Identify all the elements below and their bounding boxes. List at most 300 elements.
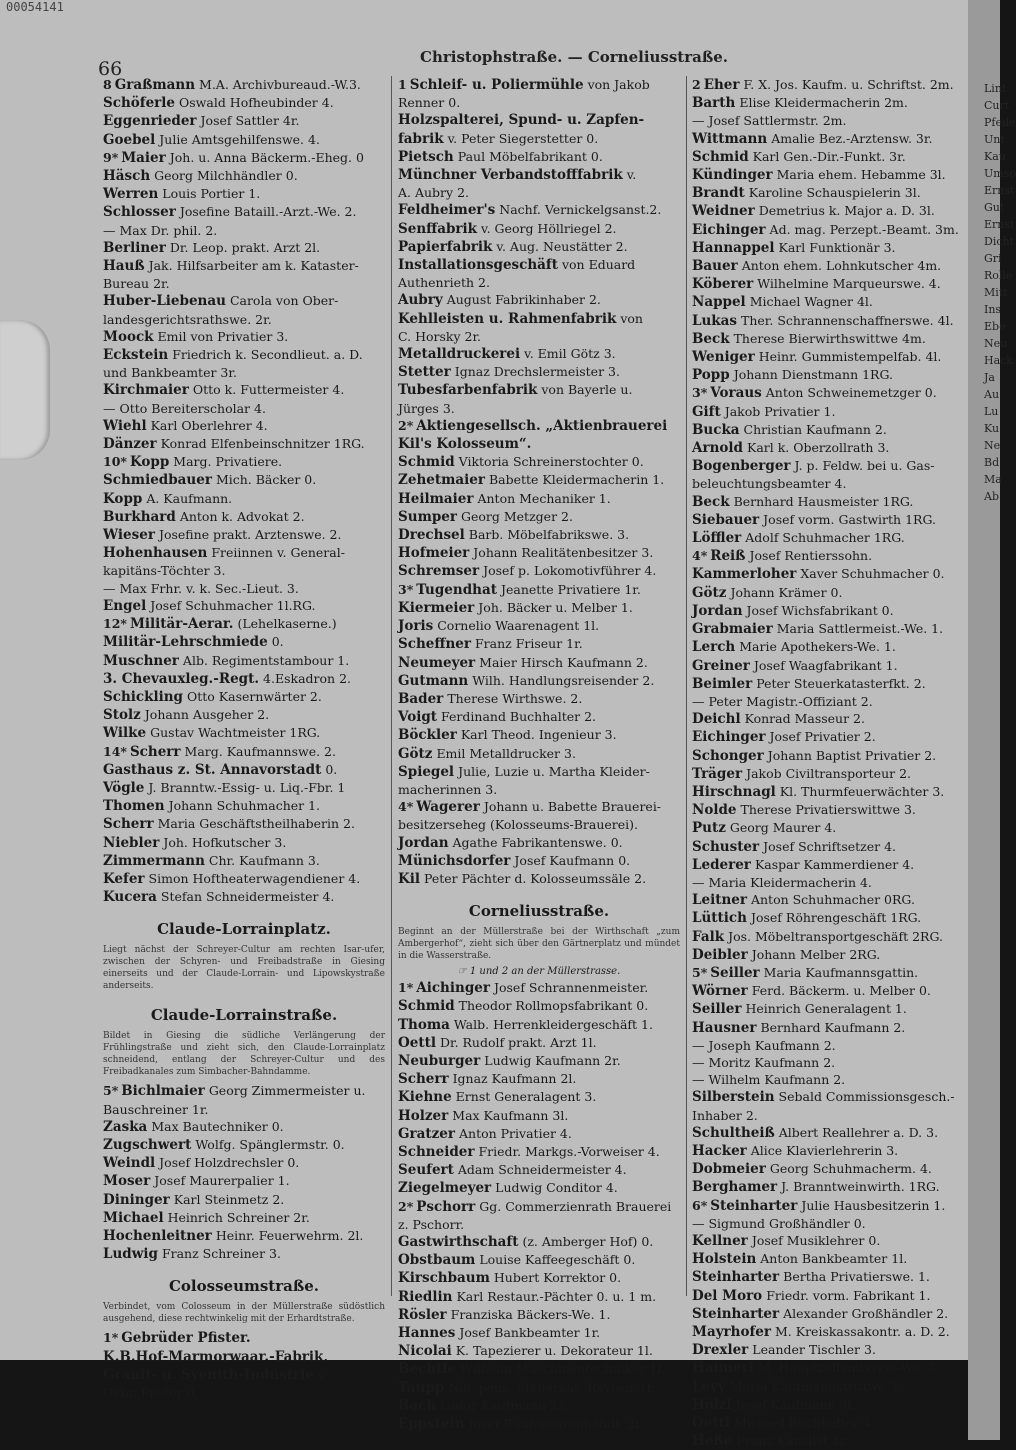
- directory-entry: [398, 526, 680, 544]
- directory-entry: [692, 493, 966, 511]
- resident-name: Schuster: [692, 838, 760, 855]
- resident-details: Anton Bankbeamter 1l.: [760, 1251, 908, 1267]
- directory-entry: [692, 1287, 966, 1305]
- resident-details: von Eduard: [561, 257, 636, 273]
- resident-name: Scheffner: [398, 636, 471, 653]
- directory-entry: [398, 1269, 680, 1287]
- resident-details: — Max Frhr. v. k. Sec.-Lieut. 3.: [103, 580, 299, 596]
- resident-details: Jakob Privatier 1.: [724, 403, 836, 419]
- resident-details: Konrad Masseur 2.: [744, 711, 865, 727]
- directory-entry: [398, 1088, 680, 1106]
- resident-name: Drechsel: [398, 527, 465, 544]
- resident-name: fabrik: [398, 130, 444, 147]
- directory-entry: [692, 76, 966, 94]
- resident-name: Thoma: [398, 1016, 450, 1033]
- adjacent-fragment: Ne: [984, 439, 1001, 452]
- resident-name: Heilmaier: [398, 490, 474, 507]
- directory-entry: [103, 888, 385, 906]
- resident-name: Gasthaus z. St. Annavorstadt: [103, 761, 322, 778]
- resident-name: Ludwig: [103, 1246, 158, 1263]
- resident-details: Josef Rentierssohn.: [749, 548, 873, 564]
- resident-details: Josef Röhrengeschäft 1RG.: [750, 910, 922, 926]
- directory-entry: [398, 201, 680, 219]
- resident-name: Eckstein: [103, 347, 169, 364]
- directory-entry: [103, 652, 385, 670]
- directory-entry: [103, 417, 385, 435]
- resident-name: Deichl: [692, 711, 741, 728]
- adjacent-fragment: Kau: [984, 150, 1006, 163]
- directory-entry: [692, 747, 966, 765]
- resident-details: Georg Schuhmacherm. 4.: [769, 1161, 932, 1177]
- resident-details: Josef Schrannenmeister.: [493, 980, 649, 996]
- directory-entry: [398, 852, 680, 870]
- directory-entry: [692, 457, 966, 475]
- resident-name: K.B.Hof-Marmorwaar.-Fabrik,: [103, 1348, 329, 1365]
- directory-entry: [692, 1359, 966, 1377]
- directory-entry: [692, 710, 966, 728]
- resident-name: Reiß: [710, 548, 746, 565]
- house-number: 1*: [103, 1330, 119, 1346]
- directory-entry: [103, 1172, 385, 1190]
- resident-details: landesgerichtsrathswe. 2r.: [103, 311, 272, 327]
- adjacent-fragment: Rolle: [984, 269, 1013, 282]
- resident-details: z. Pschorr.: [398, 1216, 465, 1232]
- resident-details: Emil Metalldrucker 3.: [436, 745, 576, 761]
- directory-entry: [103, 292, 385, 310]
- directory-entry: [692, 982, 966, 1000]
- resident-details: von: [620, 310, 643, 326]
- directory-entry: [692, 657, 966, 675]
- resident-details: Karl Steinmetz 2.: [173, 1191, 285, 1207]
- resident-details: Friedrich k. Secondlieut. a. D.: [172, 347, 363, 363]
- resident-name: Rösler: [398, 1306, 447, 1323]
- resident-name: Beimler: [692, 675, 753, 692]
- directory-entry: [398, 781, 680, 798]
- resident-details: Gustav Wachtmeister 1RG.: [150, 725, 321, 741]
- resident-name: Schickling: [103, 688, 183, 705]
- resident-name: Michael: [103, 1209, 164, 1226]
- resident-name: Werren: [103, 186, 159, 203]
- resident-name: Kellner: [692, 1233, 748, 1249]
- directory-entry: [398, 1034, 680, 1052]
- adjacent-fragment: Ja: [984, 371, 995, 384]
- resident-details: Therese Bierwirthswittwe 4m.: [733, 330, 926, 346]
- resident-details: Georg Maurer 4.: [729, 820, 837, 836]
- directory-entry: [398, 654, 680, 672]
- resident-details: (Lehelkaserne.): [237, 616, 337, 632]
- resident-details: Wilhelm Maschinentechniker 1l.: [460, 1361, 666, 1377]
- resident-details: Maria Kaufmannsgattin.: [763, 964, 919, 980]
- directory-entry: [398, 111, 680, 129]
- resident-name: Wiehl: [103, 417, 147, 434]
- resident-name: Brandt: [692, 185, 745, 202]
- resident-details: kapitäns-Töchter 3.: [103, 563, 226, 579]
- resident-name: Voraus: [710, 385, 762, 402]
- resident-details: Viktoria Schreinerstochter 0.: [458, 454, 644, 470]
- house-number: 2: [692, 77, 701, 92]
- directory-entry: [692, 475, 966, 492]
- resident-name: Grabmaier: [692, 621, 773, 638]
- resident-name: Scherr: [103, 816, 154, 833]
- resident-name: Holzspalterei, Spund- u. Zapfen-: [398, 112, 645, 129]
- directory-entry: [398, 130, 680, 148]
- resident-details: Josef Bankbeamter 1r.: [459, 1325, 601, 1340]
- resident-name: Schonger: [692, 747, 764, 764]
- resident-name: Schleif- u. Poliermühle: [409, 77, 584, 93]
- resident-name: Neuburger: [398, 1052, 481, 1069]
- resident-details: Ferd. Bäckerm. u. Melber 0.: [751, 983, 931, 999]
- resident-name: Weindl: [103, 1155, 156, 1172]
- resident-details: Josef Sattler 4r.: [200, 113, 300, 129]
- directory-entry: [692, 293, 966, 311]
- adjacent-fragment: Ab: [984, 490, 999, 503]
- resident-name: Steinharter: [692, 1305, 780, 1322]
- directory-entry: [103, 453, 385, 471]
- resident-name: Installationsgeschäft: [398, 257, 558, 274]
- resident-name: Hacker: [692, 1142, 747, 1159]
- resident-details: Ludwig Conditor 4.: [495, 1180, 618, 1196]
- resident-details: Karoline Schauspielerin 3l.: [748, 185, 921, 201]
- directory-entry: [103, 761, 385, 779]
- directory-entry: [398, 381, 680, 399]
- resident-details: Johann Ausgeher 2.: [144, 707, 270, 723]
- resident-name: Kiermeier: [398, 599, 475, 616]
- house-number: 1*: [398, 980, 414, 996]
- resident-details: Heinr. Gummistempelfab. 4l.: [758, 349, 942, 365]
- resident-details: Konrad Elfenbeinschnitzer 1RG.: [160, 436, 365, 452]
- directory-entry: [103, 544, 385, 562]
- directory-entry: [103, 1384, 385, 1401]
- resident-name: Aktiengesellsch. „Aktienbrauerei: [416, 417, 668, 434]
- resident-name: Engel: [103, 597, 147, 614]
- directory-entry: [398, 220, 680, 238]
- resident-details: Theodor Rollmopsfabrikant 0.: [458, 998, 649, 1014]
- resident-name: Münichsdorfer: [398, 852, 511, 869]
- adjacent-page-strip: [968, 0, 1016, 1440]
- directory-entry: [692, 1341, 966, 1359]
- column-divider: [391, 76, 392, 1296]
- resident-name: Neumeyer: [398, 654, 476, 671]
- resident-details: Josef Kaufmann 3l.: [735, 1396, 856, 1412]
- column-left: [103, 76, 385, 1401]
- resident-details: v. Emil Götz 3.: [524, 346, 616, 362]
- resident-details: Albert Reallehrer a. D. 3.: [778, 1124, 939, 1140]
- adjacent-fragment: Bd: [984, 456, 1000, 469]
- resident-name: Huber-Liebenau: [103, 293, 226, 310]
- resident-details: Authenrieth 2.: [398, 275, 490, 291]
- resident-name: Weniger: [692, 349, 755, 366]
- resident-details: Johann Schuhmacher 1.: [168, 798, 321, 814]
- resident-name: Dänzer: [103, 436, 157, 453]
- resident-name: Heße: [692, 1433, 733, 1450]
- resident-details: Ther. Schrannenschaffnerswe. 4l.: [741, 312, 954, 328]
- directory-entry: [398, 1016, 680, 1034]
- resident-details: Stefan Schneidermeister 4.: [160, 889, 335, 905]
- resident-name: Kiehne: [398, 1089, 452, 1106]
- house-number: 5*: [103, 1083, 119, 1099]
- resident-details: Ignaz Kaufmann 2l.: [452, 1071, 577, 1087]
- directory-entry: [103, 346, 385, 364]
- resident-details: Wolfg. Spänglermstr. 0.: [195, 1136, 345, 1152]
- directory-entry: [398, 635, 680, 653]
- resident-name: Bader: [398, 690, 444, 707]
- directory-entry: [103, 239, 385, 257]
- directory-entry: [692, 1396, 966, 1414]
- resident-details: Maria ehem. Hebamme 3l.: [776, 167, 946, 183]
- directory-entry: [103, 597, 385, 615]
- directory-entry: [398, 363, 680, 381]
- directory-entry: [398, 166, 680, 184]
- directory-entry: [398, 1198, 680, 1216]
- directory-entry: [692, 783, 966, 801]
- resident-name: Löffler: [692, 530, 742, 547]
- resident-details: Ernst Generalagent 3.: [455, 1089, 597, 1105]
- directory-entry: [398, 453, 680, 471]
- resident-details: Emil von Privatier 3.: [157, 328, 289, 344]
- resident-name: Nicolai: [398, 1343, 452, 1360]
- directory-entry: [103, 633, 385, 651]
- house-number: 1: [398, 77, 407, 92]
- resident-details: Bertha Privatierswe. 1.: [783, 1269, 930, 1285]
- resident-details: Cornelio Waarenagent 1l.: [437, 618, 600, 634]
- directory-entry: [692, 856, 966, 874]
- directory-entry: [692, 891, 966, 909]
- resident-details: Isidor Kaufmann 2r.: [440, 1397, 567, 1413]
- resident-name: Kirschbaum: [398, 1270, 490, 1287]
- column-right: [692, 76, 966, 1450]
- resident-name: Gebrüder Pfister.: [121, 1330, 251, 1347]
- resident-name: Eher: [703, 77, 740, 93]
- resident-details: Karl Funktionär 3.: [778, 239, 896, 255]
- directory-entry: [103, 706, 385, 724]
- directory-entry: [103, 562, 385, 579]
- adjacent-fragment: Ku: [984, 422, 1000, 435]
- resident-details: 4.Eskadron 2.: [263, 670, 351, 686]
- directory-entry: [692, 1037, 966, 1054]
- directory-entry: [692, 1250, 966, 1268]
- directory-entry: [398, 834, 680, 852]
- resident-details: Leander Tischler 3.: [752, 1342, 876, 1358]
- house-number: 8: [103, 77, 112, 92]
- directory-entry: [398, 599, 680, 617]
- resident-name: Bichlmaier: [121, 1083, 205, 1100]
- resident-details: Anton Privatier 4.: [459, 1125, 572, 1141]
- resident-details: Inhaber 2.: [692, 1107, 758, 1123]
- resident-details: Therese Privatierswittwe 3.: [740, 802, 916, 818]
- resident-name: Silberstein: [692, 1089, 775, 1106]
- directory-entry: [398, 763, 680, 781]
- directory-entry: [692, 1432, 966, 1450]
- resident-details: — Otto Bereiterscholar 4.: [103, 400, 266, 416]
- street-heading: Colosseumstraße.: [168, 1277, 319, 1296]
- directory-entry: [103, 779, 385, 797]
- column-divider: [686, 76, 687, 1296]
- resident-details: Anton ehem. Lohnkutscher 4m.: [741, 258, 942, 274]
- street-heading: Corneliusstraße.: [468, 902, 610, 921]
- resident-details: Josef Schuhmacher 1l.RG.: [150, 597, 316, 613]
- street-heading: Claude-Lorrainplatz.: [157, 920, 331, 939]
- resident-details: Nik. pens. Steuerkat.-Revisor 1r.: [448, 1379, 656, 1395]
- directory-entry: [103, 185, 385, 203]
- house-number: 12*: [103, 616, 127, 632]
- resident-name: Hirschnagl: [692, 783, 776, 800]
- resident-details: Heinrich Schreiner 2r.: [167, 1209, 310, 1225]
- resident-details: Julie, Luzie u. Martha Kleider-: [458, 763, 650, 779]
- directory-entry: [692, 928, 966, 946]
- resident-details: Maier Hirsch Kaufmann 2.: [479, 654, 648, 670]
- resident-details: A. Aubry 2.: [398, 185, 469, 201]
- directory-entry: [692, 384, 966, 402]
- resident-details: macherinnen 3.: [398, 781, 498, 797]
- directory-entry: [103, 1209, 385, 1227]
- resident-details: Walb. Herrenkleidergeschäft 1.: [453, 1016, 653, 1032]
- resident-name: Eichinger: [692, 221, 766, 238]
- resident-name: Holstein: [692, 1251, 757, 1268]
- resident-details: C. Horsky 2r.: [398, 328, 482, 344]
- resident-name: Schmid: [398, 454, 455, 471]
- directory-entry: [103, 94, 385, 112]
- resident-name: Maier: [121, 149, 166, 166]
- resident-name: Kefer: [103, 870, 145, 887]
- resident-details: — Wilhelm Kaufmann 2.: [692, 1072, 846, 1088]
- resident-details: Karl Gen.-Dir.-Funkt. 3r.: [752, 148, 906, 164]
- resident-details: beleuchtungsbeamter 4.: [692, 476, 847, 492]
- directory-entry: [398, 1324, 680, 1342]
- resident-name: Seiller: [692, 1001, 742, 1018]
- directory-entry: [398, 417, 680, 435]
- directory-entry: [103, 797, 385, 815]
- resident-details: Friedr. vorm. Fabrikant 1.: [766, 1287, 931, 1303]
- directory-entry: [398, 291, 680, 309]
- directory-entry: [398, 617, 680, 635]
- resident-details: Karl Restaur.-Pächter 0. u. 1 m.: [456, 1288, 657, 1304]
- resident-details: Mich. Bäcker 0.: [215, 472, 317, 488]
- directory-entry: [692, 693, 966, 710]
- resident-name: Eppstein: [398, 1416, 465, 1433]
- resident-details: Jak. Hilfsarbeiter am k. Kataster-: [148, 258, 359, 274]
- directory-entry: [103, 580, 385, 597]
- resident-details: Josefine prakt. Arztenswe. 2.: [158, 527, 342, 543]
- resident-name: Hölzl: [692, 1396, 732, 1413]
- directory-entry: [692, 1378, 966, 1396]
- adjacent-fragment: Ma: [984, 473, 1002, 486]
- resident-details: Karl Oberlehrer 4.: [150, 417, 268, 433]
- resident-name: Stolz: [103, 707, 141, 724]
- resident-details: Wilhelmine Marqueurswe. 4.: [757, 276, 941, 292]
- house-number: 4*: [398, 799, 414, 815]
- directory-entry: [692, 838, 966, 856]
- resident-details: Renner 0.: [398, 95, 461, 111]
- resident-name: Scherr: [398, 1071, 449, 1088]
- resident-details: Alb. Regimentstambour 1.: [182, 652, 350, 668]
- resident-details: Josef Schriftsetzer 4.: [763, 838, 897, 854]
- resident-name: Eggenrieder: [103, 113, 197, 130]
- directory-entry: [398, 345, 680, 363]
- directory-entry: [692, 1088, 966, 1106]
- resident-name: Hauß: [103, 258, 145, 275]
- directory-entry: [692, 1071, 966, 1088]
- adjacent-fragment: Unt: [984, 133, 1005, 146]
- directory-entry: [103, 400, 385, 417]
- adjacent-fragment: Ins: [984, 303, 1002, 316]
- directory-entry: [398, 672, 680, 690]
- directory-entry: [398, 1342, 680, 1360]
- directory-entry: [692, 801, 966, 819]
- directory-entry: [398, 1070, 680, 1088]
- resident-name: Bauer: [692, 258, 738, 275]
- resident-name: Oettl: [692, 1415, 730, 1432]
- directory-entry: [398, 1288, 680, 1306]
- resident-details: Maria Kaufmannswittwe 3.: [729, 1378, 902, 1394]
- resident-details: Kl. Thurmfeuerwächter 3.: [779, 783, 945, 799]
- resident-name: Bach: [398, 1397, 437, 1414]
- directory-entry: [692, 1142, 966, 1160]
- resident-name: Gastwirthschaft: [398, 1233, 519, 1250]
- resident-details: Max Kaufmann 3l.: [452, 1107, 569, 1123]
- adjacent-fragment: Lu: [984, 405, 999, 418]
- resident-details: Anton Mechaniker 1.: [477, 490, 611, 506]
- adjacent-fragment: Ebe: [984, 320, 1006, 333]
- resident-details: Bernhard Kaufmann 2.: [760, 1019, 906, 1035]
- resident-name: Bucka: [692, 421, 740, 438]
- directory-entry: [398, 1161, 680, 1179]
- resident-details: Marie Apothekers-We. 1.: [739, 639, 896, 655]
- resident-name: Metalldruckerei: [398, 346, 521, 363]
- directory-entry: [692, 1054, 966, 1071]
- resident-name: Nappel: [692, 294, 746, 311]
- resident-name: Deibler: [692, 946, 748, 963]
- resident-name: Schultheiß: [692, 1124, 775, 1141]
- resident-name: Dobmeier: [692, 1161, 766, 1178]
- resident-details: Josef Waagfabrikant 1.: [753, 657, 898, 673]
- resident-name: Hochenleitner: [103, 1227, 212, 1244]
- resident-details: Maria Geschäftstheilhaberin 2.: [157, 816, 355, 832]
- resident-name: Zehetmaier: [398, 472, 485, 489]
- resident-details: von Jakob: [587, 77, 650, 92]
- directory-entry: [103, 1348, 385, 1366]
- resident-details: Ferdinand Buchhalter 2.: [441, 709, 597, 725]
- resident-name: Thomen: [103, 798, 165, 815]
- resident-name: Moser: [103, 1173, 151, 1190]
- resident-name: Weidner: [692, 203, 755, 220]
- resident-details: Hubert Korrektor 0.: [493, 1270, 622, 1286]
- directory-entry: [103, 815, 385, 833]
- resident-details: Josef vorm. Gastwirth 1RG.: [763, 511, 936, 527]
- resident-details: — Maria Kleidermacherin 4.: [692, 874, 872, 890]
- directory-entry: [103, 381, 385, 399]
- resident-name: Barth: [692, 95, 736, 112]
- resident-details: Jakob Civiltransporteur 2.: [746, 765, 912, 781]
- resident-name: Hannes: [398, 1325, 456, 1341]
- directory-entry: [103, 1191, 385, 1209]
- resident-details: Peter Pächter d. Kolosseumssäle 2.: [424, 870, 647, 886]
- resident-details: Georg Milchhändler 0.: [154, 168, 298, 184]
- resident-details: von Bayerle u.: [541, 382, 633, 398]
- directory-entry: [692, 584, 966, 602]
- directory-entry: [103, 508, 385, 526]
- resident-details: Karl Theod. Ingenieur 3.: [460, 727, 617, 743]
- resident-name: Götz: [398, 745, 433, 762]
- resident-name: Jordan: [398, 834, 449, 851]
- resident-name: Kopp: [103, 490, 143, 507]
- directory-entry: [398, 238, 680, 256]
- resident-details: v. Aug. Neustätter 2.: [496, 238, 628, 254]
- directory-entry: [398, 544, 680, 562]
- directory-entry: [692, 275, 966, 293]
- resident-name: Hannappel: [692, 239, 775, 256]
- resident-details: Babette Kleidermacherin 1.: [488, 472, 665, 488]
- directory-entry: [103, 167, 385, 185]
